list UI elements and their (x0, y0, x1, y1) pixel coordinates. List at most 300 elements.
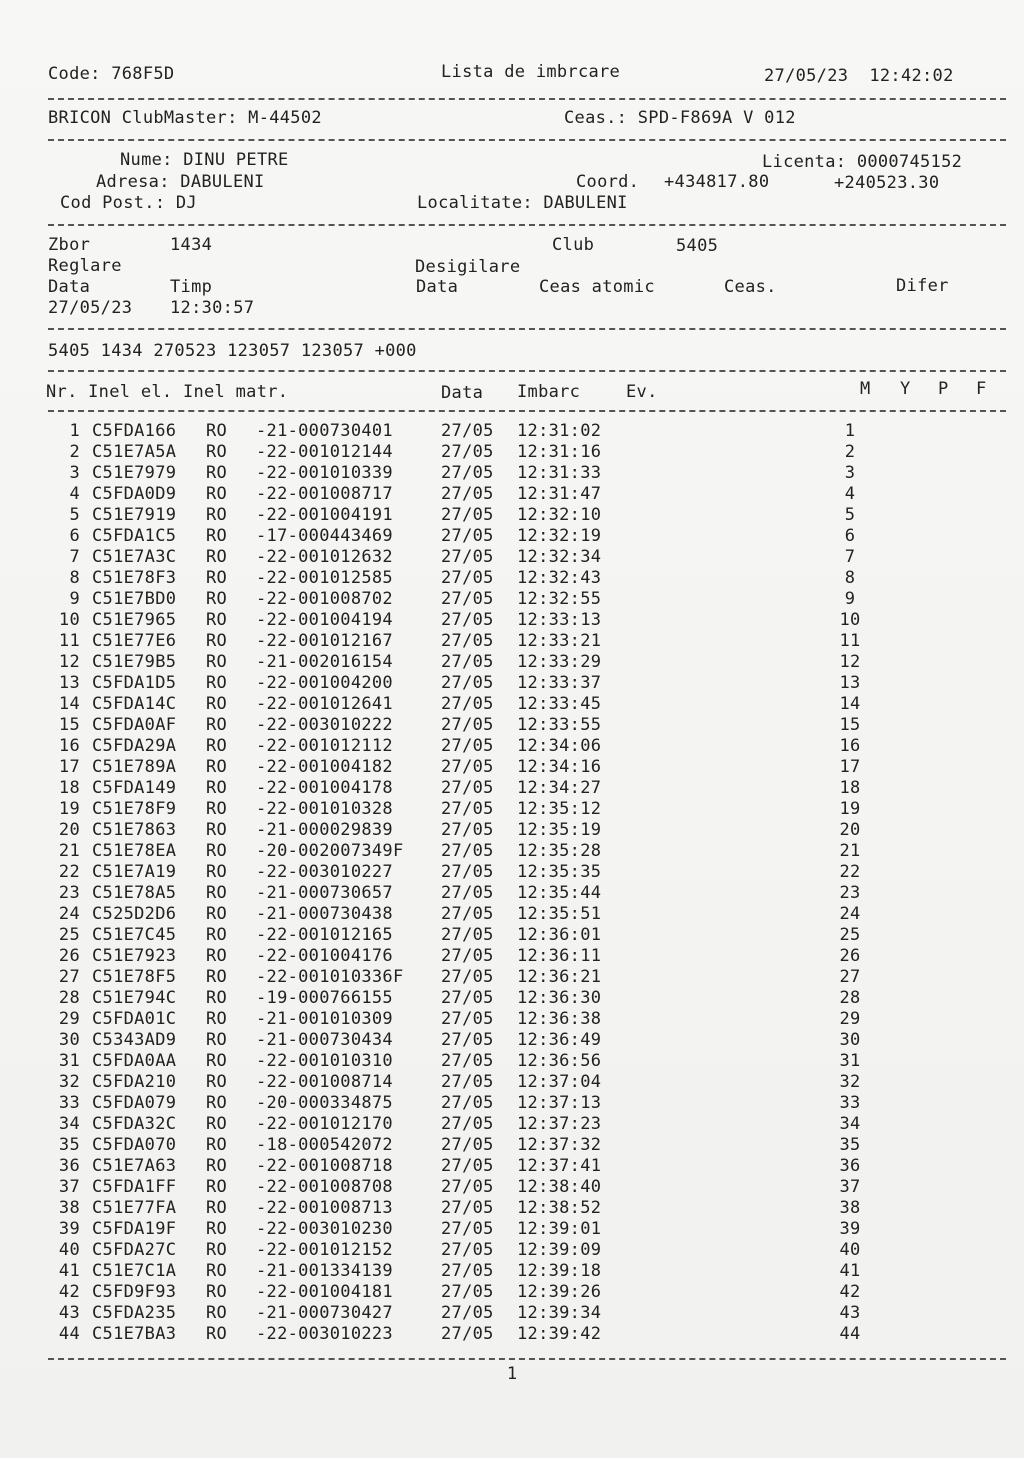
arrival-date: 27/05 (441, 736, 494, 756)
electronic-ring: C5FDA235 (92, 1303, 177, 1323)
table-row (0, 1114, 1024, 1135)
arrival-date: 27/05 (441, 904, 494, 924)
ring-number: -21-000730438 (256, 904, 393, 924)
electronic-ring: C51E78EA (92, 841, 177, 861)
ring-number: -22-001004181 (256, 1282, 393, 1302)
ring-country: RO (206, 1156, 228, 1176)
arrival-time: 12:31:02 (517, 421, 602, 441)
arrival-time: 12:35:51 (517, 904, 602, 924)
rank-m: 27 (839, 967, 861, 987)
ring-number: -17-000443469 (256, 526, 393, 546)
arrival-time: 12:33:13 (517, 610, 602, 630)
table-row (0, 1303, 1024, 1324)
electronic-ring: C51E789A (92, 757, 177, 777)
ring-country: RO (206, 1177, 228, 1197)
club-value: 5405 (676, 236, 719, 256)
ring-country: RO (206, 673, 228, 693)
column-header-f: F (976, 379, 987, 399)
zbor-label: Zbor (48, 235, 91, 255)
arrival-time: 12:31:47 (517, 484, 602, 504)
ring-country: RO (206, 1135, 228, 1155)
arrival-date: 27/05 (441, 1177, 494, 1197)
difer-label: Difer (896, 276, 949, 296)
arrival-time: 12:35:35 (517, 862, 602, 882)
ring-number: -22-001004191 (256, 505, 393, 525)
electronic-ring: C5FDA0D9 (92, 484, 177, 504)
ring-number: -22-003010223 (256, 1324, 393, 1344)
row-number: 5 (69, 505, 80, 525)
arrival-time: 12:35:19 (517, 820, 602, 840)
arrival-time: 12:39:09 (517, 1240, 602, 1260)
electronic-ring: C5FDA079 (92, 1093, 177, 1113)
table-row (0, 757, 1024, 778)
electronic-ring: C51E7A3C (92, 547, 177, 567)
electronic-ring: C5FDA29A (92, 736, 177, 756)
electronic-ring: C51E7BD0 (92, 589, 177, 609)
arrival-time: 12:38:52 (517, 1198, 602, 1218)
row-number: 2 (69, 442, 80, 462)
divider (48, 139, 1006, 141)
ring-number: -22-001004178 (256, 778, 393, 798)
table-row (0, 547, 1024, 568)
ring-number: -21-001010309 (256, 1009, 393, 1029)
arrival-time: 12:34:16 (517, 757, 602, 777)
rank-m: 24 (839, 904, 861, 924)
electronic-ring: C51E7BA3 (92, 1324, 177, 1344)
electronic-ring: C51E78F9 (92, 799, 177, 819)
ring-country: RO (206, 568, 228, 588)
table-row (0, 589, 1024, 610)
rank-m: 41 (839, 1261, 861, 1281)
table-row (0, 1240, 1024, 1261)
row-number: 36 (58, 1156, 80, 1176)
ring-country: RO (206, 925, 228, 945)
arrival-date: 27/05 (441, 1198, 494, 1218)
rank-m: 22 (839, 862, 861, 882)
desigilare-label: Desigilare (415, 257, 521, 277)
ring-number: -22-001008702 (256, 589, 393, 609)
table-row (0, 652, 1024, 673)
ring-number: -22-001008718 (256, 1156, 393, 1176)
rank-m: 15 (839, 715, 861, 735)
arrival-date: 27/05 (441, 1261, 494, 1281)
arrival-time: 12:32:43 (517, 568, 602, 588)
ring-number: -22-001008708 (256, 1177, 393, 1197)
ring-country: RO (206, 946, 228, 966)
arrival-time: 12:36:11 (517, 946, 602, 966)
arrival-time: 12:39:34 (517, 1303, 602, 1323)
page-number: 1 (506, 1364, 518, 1384)
electronic-ring: C5FDA1D5 (92, 673, 177, 693)
club-label: Club (552, 235, 595, 255)
electronic-ring: C5343AD9 (92, 1030, 177, 1050)
ceas-atomic-label: Ceas atomic (539, 277, 655, 297)
table-row (0, 1282, 1024, 1303)
divider (48, 224, 1006, 226)
rank-m: 19 (839, 799, 861, 819)
arrival-date: 27/05 (441, 526, 494, 546)
row-number: 37 (58, 1177, 80, 1197)
rank-m: 7 (844, 547, 856, 567)
electronic-ring: C51E79B5 (92, 652, 177, 672)
ring-country: RO (206, 1051, 228, 1071)
ring-country: RO (206, 799, 228, 819)
table-row (0, 988, 1024, 1009)
rank-m: 39 (839, 1219, 861, 1239)
arrival-time: 12:32:10 (517, 505, 602, 525)
arrival-date: 27/05 (441, 841, 494, 861)
clock-id: Ceas.: SPD-F869A V 012 (564, 108, 796, 128)
divider (48, 328, 1006, 330)
ring-country: RO (206, 862, 228, 882)
ring-country: RO (206, 757, 228, 777)
row-number: 15 (58, 715, 80, 735)
rank-m: 1 (844, 421, 856, 441)
table-row (0, 862, 1024, 883)
ring-country: RO (206, 652, 228, 672)
reglare-data-label: Data (48, 277, 91, 297)
arrival-date: 27/05 (441, 652, 494, 672)
table-row (0, 673, 1024, 694)
arrival-time: 12:39:18 (517, 1261, 602, 1281)
arrival-time: 12:33:37 (517, 673, 602, 693)
table-row (0, 841, 1024, 862)
arrival-date: 27/05 (441, 442, 494, 462)
row-number: 9 (69, 589, 80, 609)
ring-country: RO (206, 1282, 228, 1302)
row-number: 18 (58, 778, 80, 798)
arrival-time: 12:36:21 (517, 967, 602, 987)
arrival-date: 27/05 (441, 505, 494, 525)
table-row (0, 1156, 1024, 1177)
rank-m: 32 (839, 1072, 861, 1092)
row-number: 20 (58, 820, 80, 840)
ring-number: -18-000542072 (256, 1135, 393, 1155)
table-row (0, 631, 1024, 652)
column-header-y: Y (900, 379, 911, 399)
rank-m: 13 (839, 673, 861, 693)
arrival-date: 27/05 (441, 1072, 494, 1092)
rank-m: 30 (839, 1030, 861, 1050)
row-number: 8 (69, 568, 80, 588)
electronic-ring: C51E7919 (92, 505, 177, 525)
electronic-ring: C5FDA27C (92, 1240, 177, 1260)
arrival-date: 27/05 (441, 694, 494, 714)
ring-number: -22-001012170 (256, 1114, 393, 1134)
row-number: 16 (58, 736, 80, 756)
row-number: 24 (58, 904, 80, 924)
ring-country: RO (206, 526, 228, 546)
ring-number: -22-001004182 (256, 757, 393, 777)
ring-number: -21-001334139 (256, 1261, 393, 1281)
arrival-date: 27/05 (441, 1156, 494, 1176)
arrival-date: 27/05 (441, 673, 494, 693)
row-number: 31 (58, 1051, 80, 1071)
ring-country: RO (206, 1324, 228, 1344)
ring-number: -22-001012641 (256, 694, 393, 714)
row-number: 32 (58, 1072, 80, 1092)
table-row (0, 484, 1024, 505)
electronic-ring: C5FDA32C (92, 1114, 177, 1134)
divider (48, 1358, 1006, 1360)
table-row (0, 1030, 1024, 1051)
row-number: 21 (58, 841, 80, 861)
license-number: Licenta: 0000745152 (762, 152, 963, 172)
ring-country: RO (206, 967, 228, 987)
row-number: 14 (58, 694, 80, 714)
row-number: 22 (58, 862, 80, 882)
rank-m: 20 (839, 820, 861, 840)
column-header-p: P (938, 379, 949, 399)
arrival-time: 12:31:16 (517, 442, 602, 462)
row-number: 35 (58, 1135, 80, 1155)
flight-summary: 5405 1434 270523 123057 123057 +000 (48, 341, 417, 361)
ring-country: RO (206, 1303, 228, 1323)
arrival-date: 27/05 (441, 799, 494, 819)
arrival-date: 27/05 (441, 1324, 494, 1344)
row-number: 19 (58, 799, 80, 819)
table-row (0, 463, 1024, 484)
table-row (0, 610, 1024, 631)
electronic-ring: C5FDA14C (92, 694, 177, 714)
electronic-ring: C51E78F3 (92, 568, 177, 588)
table-row (0, 799, 1024, 820)
arrival-date: 27/05 (441, 1009, 494, 1029)
rank-m: 4 (844, 484, 856, 504)
arrival-date: 27/05 (441, 883, 494, 903)
electronic-ring: C51E7A63 (92, 1156, 177, 1176)
ring-country: RO (206, 1009, 228, 1029)
electronic-ring: C51E77FA (92, 1198, 177, 1218)
print-datetime: 27/05/23 12:42:02 (764, 66, 954, 86)
arrival-date: 27/05 (441, 925, 494, 945)
arrival-time: 12:37:23 (517, 1114, 602, 1134)
ring-number: -22-001010328 (256, 799, 393, 819)
rank-m: 8 (844, 568, 856, 588)
divider (48, 98, 1006, 100)
rank-m: 23 (839, 883, 861, 903)
arrival-date: 27/05 (441, 778, 494, 798)
arrival-time: 12:33:29 (517, 652, 602, 672)
row-number: 38 (58, 1198, 80, 1218)
rank-m: 10 (839, 610, 861, 630)
divider (48, 410, 1006, 412)
ring-country: RO (206, 841, 228, 861)
rank-m: 12 (839, 652, 861, 672)
rank-m: 44 (839, 1324, 861, 1344)
arrival-date: 27/05 (441, 1114, 494, 1134)
arrival-time: 12:36:56 (517, 1051, 602, 1071)
table-row (0, 421, 1024, 442)
coord-label: Coord. (576, 172, 640, 192)
arrival-time: 12:36:30 (517, 988, 602, 1008)
ring-number: -22-001010310 (256, 1051, 393, 1071)
table-row (0, 568, 1024, 589)
electronic-ring: C5FDA1FF (92, 1177, 177, 1197)
ring-number: -22-001008717 (256, 484, 393, 504)
rank-m: 31 (839, 1051, 861, 1071)
ring-number: -22-001004176 (256, 946, 393, 966)
rank-m: 5 (844, 505, 856, 525)
rank-m: 29 (839, 1009, 861, 1029)
row-number: 1 (69, 421, 80, 441)
divider (48, 370, 1006, 372)
arrival-date: 27/05 (441, 484, 494, 504)
electronic-ring: C51E7A5A (92, 442, 177, 462)
device-name: BRICON ClubMaster: M-44502 (48, 108, 322, 128)
table-row (0, 946, 1024, 967)
arrival-date: 27/05 (441, 589, 494, 609)
arrival-time: 12:36:01 (517, 925, 602, 945)
reglare-timp-label: Timp (170, 277, 213, 297)
electronic-ring: C5FDA19F (92, 1219, 177, 1239)
ring-number: -22-001012112 (256, 736, 393, 756)
arrival-date: 27/05 (441, 1135, 494, 1155)
arrival-time: 12:32:19 (517, 526, 602, 546)
ring-country: RO (206, 883, 228, 903)
ring-number: -22-001004194 (256, 610, 393, 630)
table-row (0, 925, 1024, 946)
ring-country: RO (206, 547, 228, 567)
table-row (0, 526, 1024, 547)
reglare-time: 12:30:57 (170, 298, 255, 318)
rank-m: 3 (844, 463, 856, 483)
rank-m: 14 (839, 694, 861, 714)
rank-m: 37 (839, 1177, 861, 1197)
row-number: 23 (58, 883, 80, 903)
arrival-time: 12:35:44 (517, 883, 602, 903)
electronic-ring: C51E7C45 (92, 925, 177, 945)
rank-m: 21 (839, 841, 861, 861)
arrival-time: 12:35:12 (517, 799, 602, 819)
ring-country: RO (206, 589, 228, 609)
basketing-table (0, 421, 1024, 1345)
row-number: 11 (58, 631, 80, 651)
rank-m: 2 (844, 442, 856, 462)
rank-m: 25 (839, 925, 861, 945)
electronic-ring: C5FDA070 (92, 1135, 177, 1155)
table-row (0, 694, 1024, 715)
arrival-date: 27/05 (441, 1093, 494, 1113)
electronic-ring: C5FDA210 (92, 1072, 177, 1092)
ring-country: RO (206, 463, 228, 483)
column-header-data: Data (441, 383, 484, 403)
table-row (0, 1093, 1024, 1114)
table-row (0, 1177, 1024, 1198)
rank-m: 34 (839, 1114, 861, 1134)
table-row (0, 820, 1024, 841)
ring-country: RO (206, 631, 228, 651)
desigilare-data-label: Data (416, 277, 459, 297)
arrival-date: 27/05 (441, 820, 494, 840)
ring-number: -22-001004200 (256, 673, 393, 693)
table-row (0, 505, 1024, 526)
row-number: 29 (58, 1009, 80, 1029)
ring-number: -21-000730401 (256, 421, 393, 441)
electronic-ring: C525D2D6 (92, 904, 177, 924)
electronic-ring: C51E794C (92, 988, 177, 1008)
electronic-ring: C51E78F5 (92, 967, 177, 987)
electronic-ring: C51E78A5 (92, 883, 177, 903)
table-row (0, 967, 1024, 988)
ring-number: -22-001012152 (256, 1240, 393, 1260)
coord-latitude: +434817.80 (664, 172, 770, 192)
postal-code: Cod Post.: DJ (60, 193, 197, 213)
arrival-date: 27/05 (441, 463, 494, 483)
document-title: Lista de imbrcare (441, 62, 621, 82)
arrival-date: 27/05 (441, 862, 494, 882)
owner-name: Nume: DINU PETRE (120, 150, 289, 170)
ring-number: -20-000334875 (256, 1093, 393, 1113)
table-row (0, 1324, 1024, 1345)
electronic-ring: C51E7C1A (92, 1261, 177, 1281)
arrival-date: 27/05 (441, 1240, 494, 1260)
arrival-time: 12:33:45 (517, 694, 602, 714)
arrival-time: 12:34:06 (517, 736, 602, 756)
ring-number: -22-001012165 (256, 925, 393, 945)
row-number: 26 (58, 946, 80, 966)
ring-country: RO (206, 610, 228, 630)
table-row (0, 1219, 1024, 1240)
rank-m: 36 (839, 1156, 861, 1176)
table-row (0, 1051, 1024, 1072)
column-header-m: M (860, 379, 871, 399)
ring-country: RO (206, 1030, 228, 1050)
zbor-value: 1434 (170, 235, 213, 255)
row-number: 34 (58, 1114, 80, 1134)
ring-number: -22-003010227 (256, 862, 393, 882)
arrival-time: 12:36:38 (517, 1009, 602, 1029)
ring-number: -22-001012632 (256, 547, 393, 567)
table-row (0, 1198, 1024, 1219)
arrival-time: 12:37:13 (517, 1093, 602, 1113)
arrival-date: 27/05 (441, 568, 494, 588)
row-number: 40 (58, 1240, 80, 1260)
arrival-date: 27/05 (441, 988, 494, 1008)
arrival-time: 12:33:21 (517, 631, 602, 651)
table-row (0, 442, 1024, 463)
arrival-time: 12:33:55 (517, 715, 602, 735)
electronic-ring: C5FDA149 (92, 778, 177, 798)
rank-m: 35 (839, 1135, 861, 1155)
arrival-time: 12:37:04 (517, 1072, 602, 1092)
ring-number: -21-000730434 (256, 1030, 393, 1050)
rank-m: 42 (839, 1282, 861, 1302)
arrival-date: 27/05 (441, 715, 494, 735)
locality: Localitate: DABULENI (417, 193, 628, 213)
ring-number: -21-002016154 (256, 652, 393, 672)
arrival-date: 27/05 (441, 1030, 494, 1050)
arrival-date: 27/05 (441, 1219, 494, 1239)
ring-country: RO (206, 904, 228, 924)
ring-country: RO (206, 736, 228, 756)
row-number: 25 (58, 925, 80, 945)
table-row (0, 1261, 1024, 1282)
arrival-date: 27/05 (441, 1282, 494, 1302)
electronic-ring: C5FD9F93 (92, 1282, 177, 1302)
ring-number: -21-000730427 (256, 1303, 393, 1323)
row-number: 7 (69, 547, 80, 567)
ring-country: RO (206, 694, 228, 714)
arrival-time: 12:32:34 (517, 547, 602, 567)
rank-m: 43 (839, 1303, 861, 1323)
ring-country: RO (206, 505, 228, 525)
rank-m: 26 (839, 946, 861, 966)
electronic-ring: C5FDA1C5 (92, 526, 177, 546)
table-row (0, 904, 1024, 925)
arrival-date: 27/05 (441, 610, 494, 630)
row-number: 33 (58, 1093, 80, 1113)
